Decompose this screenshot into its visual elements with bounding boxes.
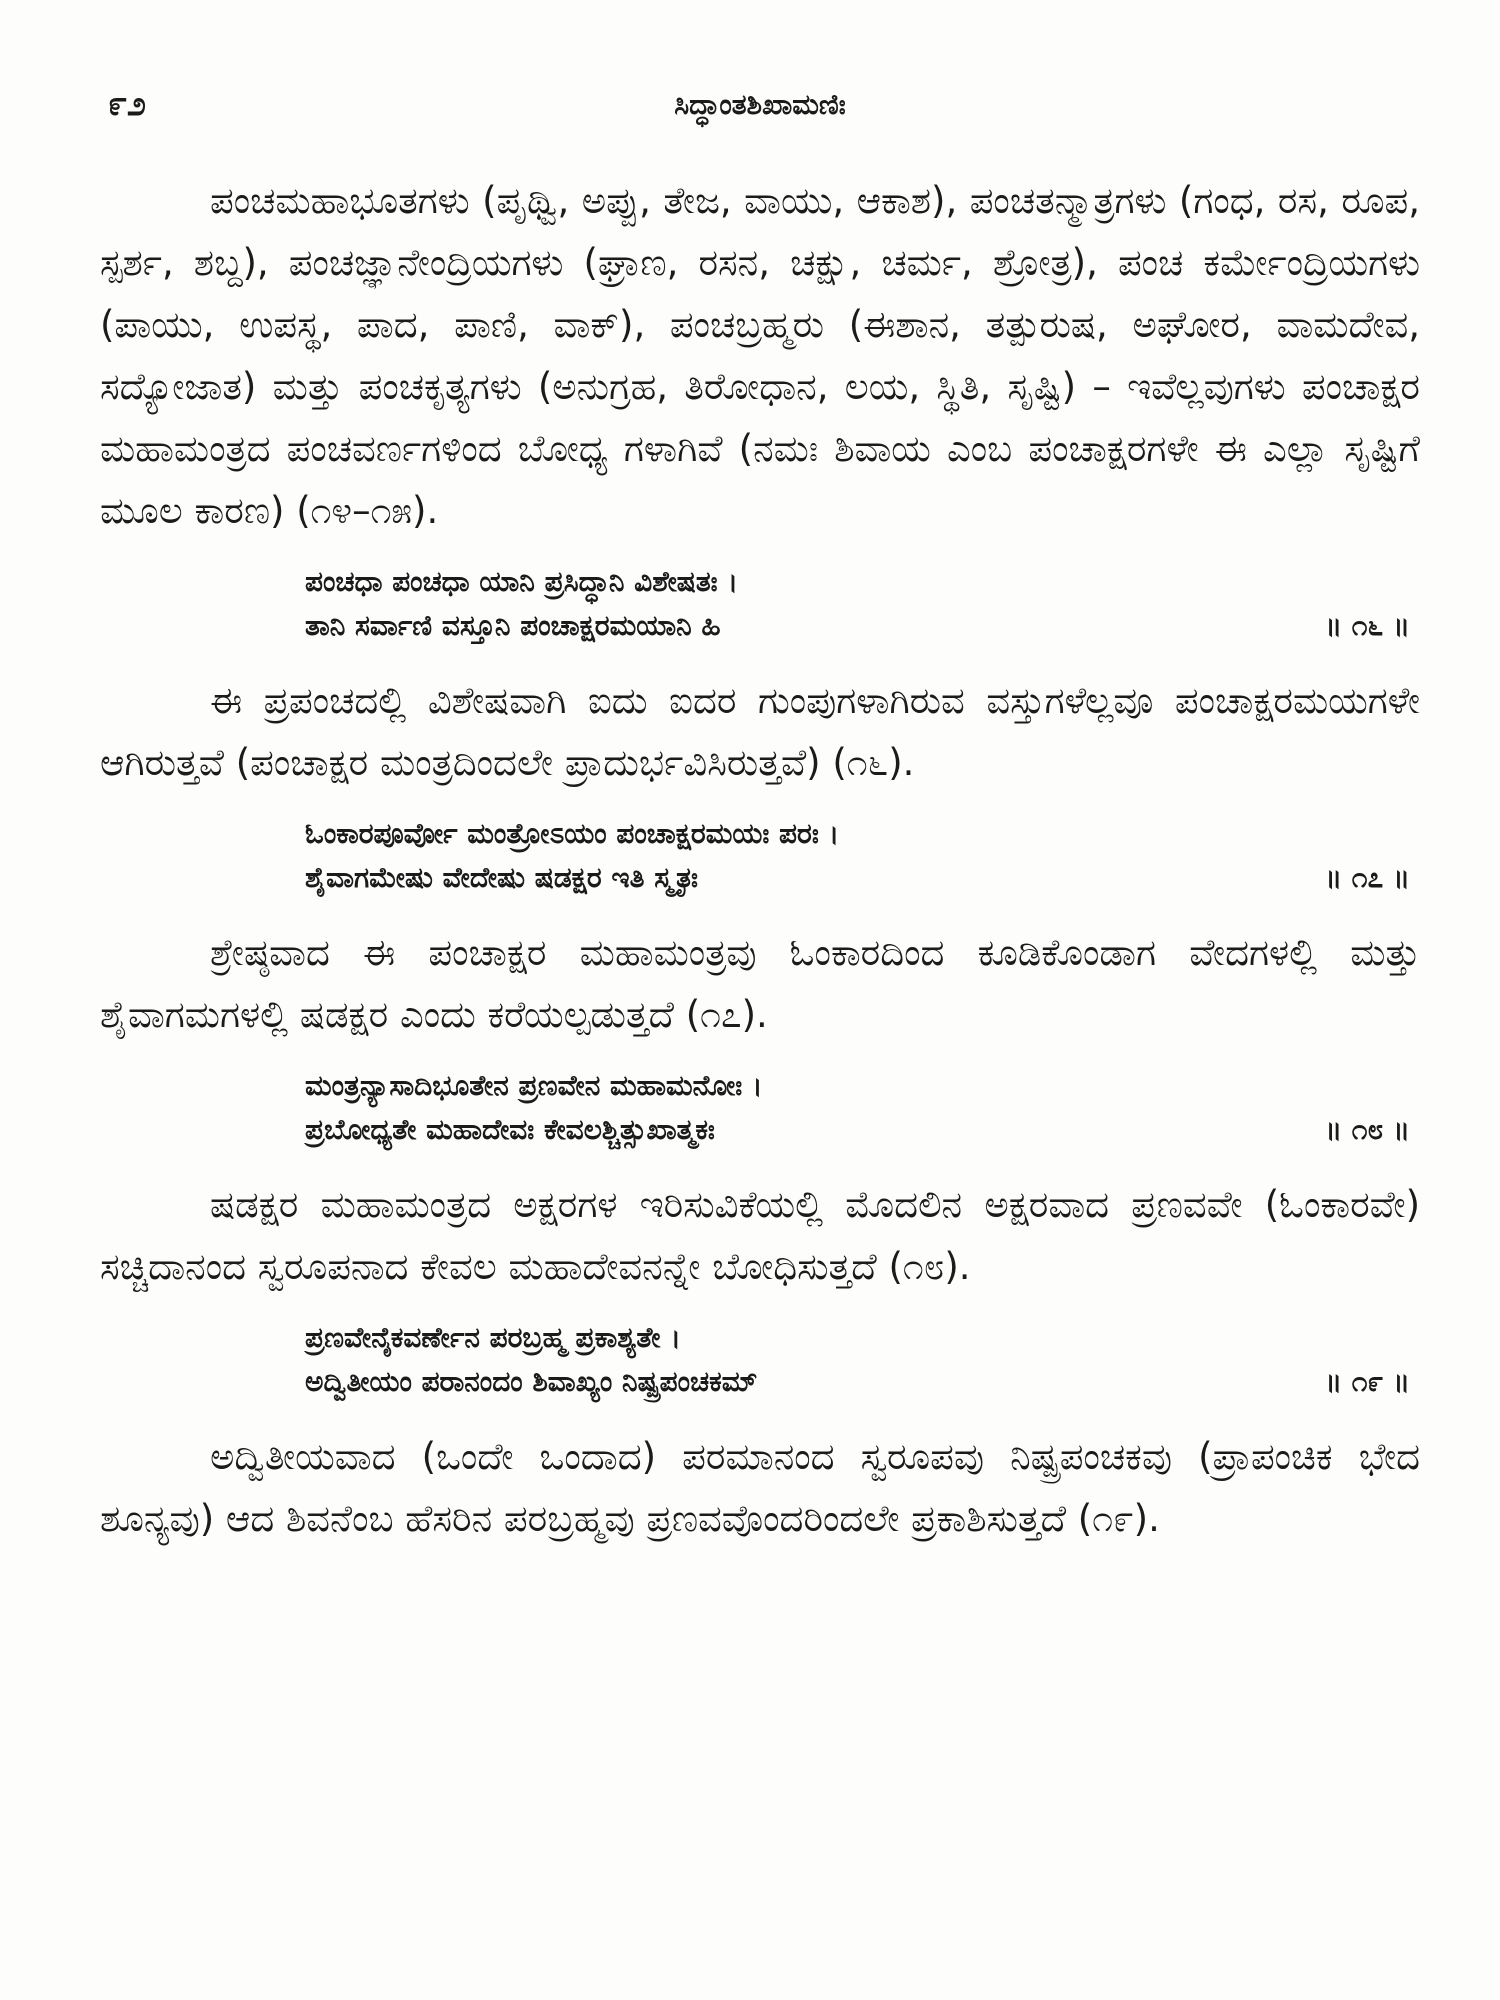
verse-18: [100, 1064, 1420, 1152]
page-number: ೯೨: [108, 84, 147, 124]
verse-18-line-1: ಮಂತ್ರನ್ಯಾಸಾದಿಭೂತೇನ ಪ್ರಣವೇನ ಮಹಾಮನೋಃ ।: [305, 1069, 763, 1102]
verse-17-line-2: ಶೈವಾಗಮೇಷು ವೇದೇಷು ಷಡಕ್ಷರ ಇತಿ ಸ್ಮೃತಃ: [305, 861, 698, 894]
commentary-paragraph-18: ಷಡಕ್ಷರ ಮಹಾಮಂತ್ರದ ಅಕ್ಷರಗಳ ಇರಿಸುವಿಕೆಯಲ್ಲಿ ಮೊದಲಿನ ಅಕ್ಷರವಾದ ಪ್ರಣವವೇ (ಓಂಕಾರವೇ) ಸಚ್ಚಿದಾನಂದ ಸ್ವರೂಪನಾದ ಕೇವಲ ಮಹಾದೇವನನ್ನೇ ಬೋಧಿಸುತ್ತದೆ (೧೮).: [100, 1183, 1420, 1288]
commentary-paragraph-14-15: ಪಂಚಮಹಾಭೂತಗಳು (ಪೃಥ್ವಿ, ಅಪ್ಪು, ತೇಜ, ವಾಯು, ಆಕಾಶ), ಪಂಚತನ್ಮಾತ್ರಗಳು (ಗಂಧ, ರಸ, ರೂಪ, ಸ್ಪರ್ಶ, ಶಬ್ದ), ಪಂಚಜ್ಞಾನೇಂದ್ರಿಯಗಳು (ಘ್ರಾಣ, ರಸನ, ಚಕ್ಷು, ಚರ್ಮ, ಶ್ರೋತ್ರ), ಪಂಚ ಕರ್ಮೇಂದ್ರಿಯಗಳು (ಪಾಯು, ಉಪಸ್ಥ, ಪಾದ, ಪಾಣಿ, ವಾಕ್), ಪಂಚಬ್ರಹ್ಮರು (ಈಶಾನ, ತತ್ಪುರುಷ, ಅಘೋರ, ವಾಮದೇವ, ಸದ್ಯೋಜಾತ) ಮತ್ತು ಪಂಚಕೃತ್ಯಗಳು (ಅನುಗ್ರಹ, ತಿರೋಧಾನ, ಲಯ, ಸ್ಥಿತಿ, ಸೃಷ್ಟಿ) – ಇವೆಲ್ಲವುಗಳು ಪಂಚಾಕ್ಷರ ಮಹಾಮಂತ್ರದ ಪಂಚವರ್ಣಗಳಿಂದ ಬೋಧ್ಯ ಗಳಾಗಿವೆ (ನಮಃ ಶಿವಾಯ ಎಂಬ ಪಂಚಾಕ್ಷರಗಳೇ ಈ ಎಲ್ಲಾ ಸೃಷ್ಟಿಗೆ ಮೂಲ ಕಾರಣ) (೧೪–೧೫).: [100, 179, 1420, 532]
verse-16-line-1: ಪಂಚಧಾ ಪಂಚಧಾ ಯಾನಿ ಪ್ರಸಿದ್ಧಾನಿ ವಿಶೇಷತಃ ।: [305, 565, 739, 598]
verse-17-line-1: ಓಂಕಾರಪೂರ್ವೋ ಮಂತ್ರೋಽಯಂ ಪಂಚಾಕ್ಷರಮಯಃ ಪರಃ ।: [305, 817, 840, 850]
verse-18-line-2: ಪ್ರಬೋಧ್ಯತೇ ಮಹಾದೇವಃ ಕೇವಲಶ್ಚಿತ್ಸುಖಾತ್ಮಕಃ: [305, 1113, 715, 1146]
verse-17-number: ॥ ೧೭ ॥: [1324, 861, 1410, 894]
verse-16-line-2: ತಾನಿ ಸರ್ವಾಣಿ ವಸ್ತೂನಿ ಪಂಚಾಕ್ಷರಮಯಾನಿ ಹಿ: [305, 609, 721, 642]
verse-19-line-2: ಅದ್ವಿತೀಯಂ ಪರಾನಂದಂ ಶಿವಾಖ್ಯಂ ನಿಷ್ಪ್ರಪಂಚಕಮ್: [305, 1365, 758, 1398]
verse-17: [100, 812, 1420, 900]
verse-16-number: ॥ ೧೬ ॥: [1324, 609, 1410, 642]
verse-18-number: ॥ ೧೮ ॥: [1324, 1113, 1410, 1146]
verse-16: [100, 560, 1420, 648]
commentary-paragraph-16: ಈ ಪ್ರಪಂಚದಲ್ಲಿ ವಿಶೇಷವಾಗಿ ಐದು ಐದರ ಗುಂಪುಗಳಾಗಿರುವ ವಸ್ತುಗಳೆಲ್ಲವೂ ಪಂಚಾಕ್ಷರಮಯಗಳೇ ಆಗಿರುತ್ತವೆ (ಪಂಚಾಕ್ಷರ ಮಂತ್ರದಿಂದಲೇ ಪ್ರಾದುರ್ಭವಿಸಿರುತ್ತವೆ) (೧೬).: [100, 679, 1420, 784]
verse-19: [100, 1316, 1420, 1404]
page-body: [100, 170, 1420, 1550]
running-title: ಸಿದ್ಧಾಂತಶಿಖಾಮಣಿಃ: [674, 88, 846, 121]
verse-19-line-1: ಪ್ರಣವೇನೈಕವರ್ಣೇನ ಪರಬ್ರಹ್ಮ ಪ್ರಕಾಶ್ಯತೇ ।: [305, 1321, 681, 1354]
commentary-paragraph-19: ಅದ್ವಿತೀಯವಾದ (ಒಂದೇ ಒಂದಾದ) ಪರಮಾನಂದ ಸ್ವರೂಪವು ನಿಷ್ಪ್ರಪಂಚಕವು (ಪ್ರಾಪಂಚಿಕ ಭೇದ ಶೂನ್ಯವು) ಆದ ಶಿವನೆಂಬ ಹೆಸರಿನ ಪರಬ್ರಹ್ಮವು ಪ್ರಣವವೊಂದರಿಂದಲೇ ಪ್ರಕಾಶಿಸುತ್ತದೆ (೧೯).: [100, 1435, 1420, 1540]
commentary-paragraph-17: ಶ್ರೇಷ್ಠವಾದ ಈ ಪಂಚಾಕ್ಷರ ಮಹಾಮಂತ್ರವು ಓಂಕಾರದಿಂದ ಕೂಡಿಕೊಂಡಾಗ ವೇದಗಳಲ್ಲಿ ಮತ್ತು ಶೈವಾಗಮಗಳಲ್ಲಿ ಷಡಕ್ಷರ ಎಂದು ಕರೆಯಲ್ಪಡುತ್ತದೆ (೧೭).: [100, 931, 1420, 1036]
page-header: [100, 84, 1420, 134]
verse-19-number: ॥ ೧೯ ॥: [1324, 1365, 1410, 1398]
